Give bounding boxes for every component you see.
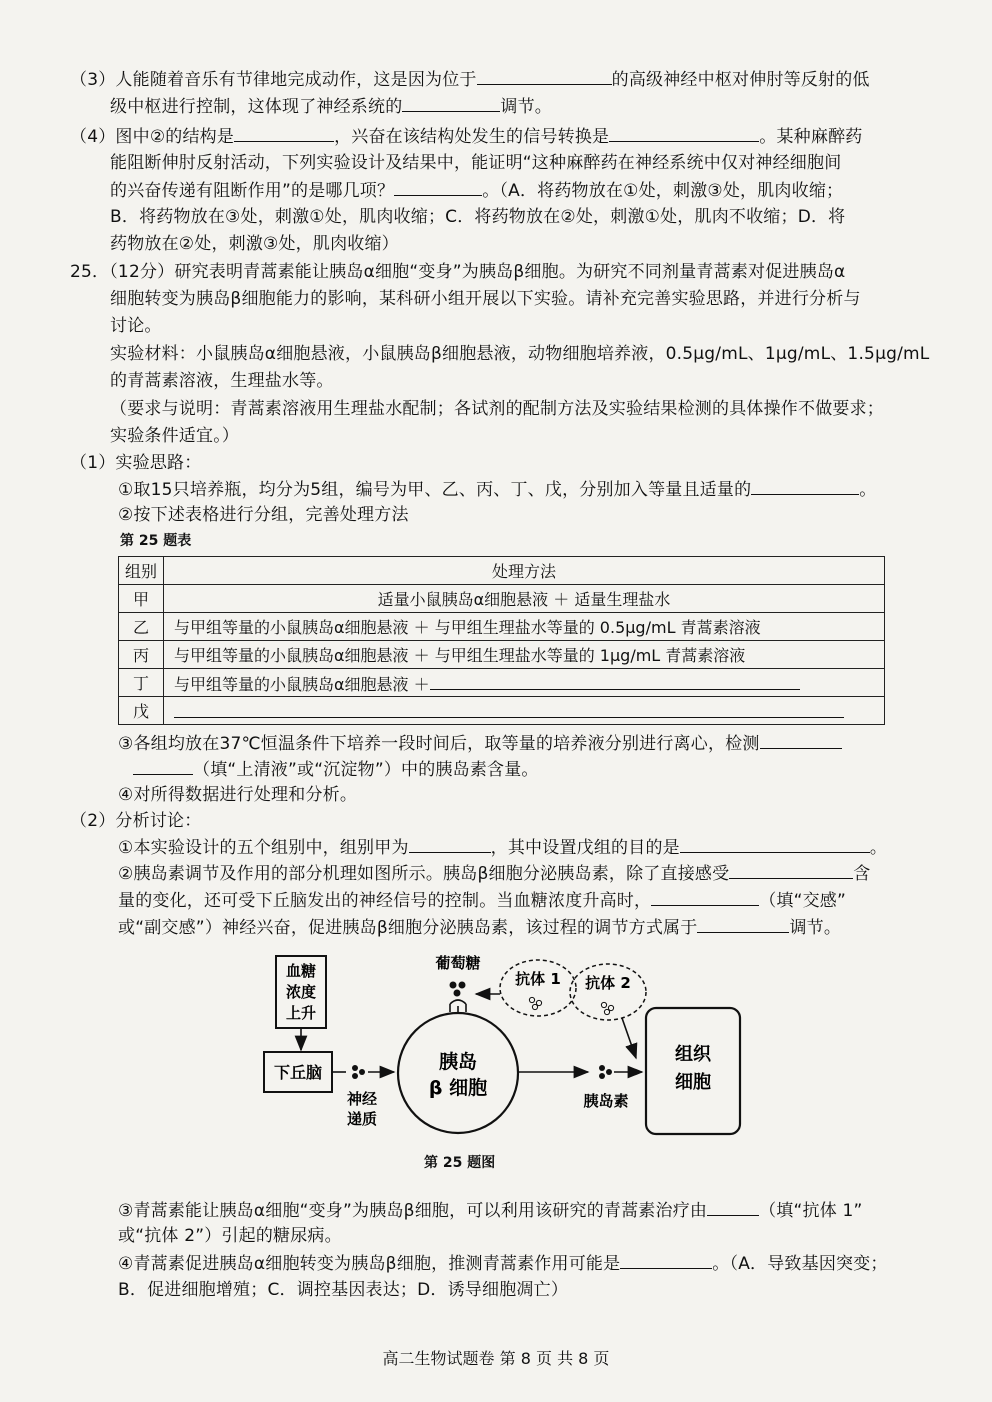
answer-blank xyxy=(409,834,491,853)
answer-blank xyxy=(729,860,853,879)
group-cell: 丙 xyxy=(119,641,164,669)
answer-blank xyxy=(760,730,842,749)
text: 级中枢进行控制，这体现了神经系统的 xyxy=(110,97,403,117)
q25-2-item2-line3 xyxy=(118,914,841,941)
text: ①取15只培养瓶，均分为5组，编号为甲、乙、丙、丁、戊，分别加入等量且适量的 xyxy=(118,480,752,500)
table-row xyxy=(119,641,885,669)
text: 。 xyxy=(869,838,888,858)
answer-blank xyxy=(620,1250,712,1269)
blood-glucose-label-2: 浓度 xyxy=(285,983,317,1001)
blood-glucose-label-3: 上升 xyxy=(285,1004,317,1022)
method-text: 与甲组等量的小鼠胰岛α细胞悬液 ＋ xyxy=(174,674,430,694)
text: （3）人能随着音乐有节律地完成动作，这是因为位于 xyxy=(70,70,477,90)
q25-2-title xyxy=(70,808,201,834)
table-title: 第 25 题表 xyxy=(120,533,192,549)
answer-blank xyxy=(609,123,759,142)
method-cell xyxy=(164,669,885,697)
text: 。 xyxy=(859,480,877,500)
text: 细胞转变为胰岛β细胞能力的影响，某科研小组开展以下实验。请补充完善实验思路，并进行分析与 xyxy=(110,289,861,309)
text: 调节。 xyxy=(789,918,842,938)
tissue-cell-box xyxy=(646,1008,740,1134)
group-cell: 丁 xyxy=(119,669,164,697)
text: 调节。 xyxy=(500,97,553,117)
method-cell: 适量小鼠胰岛α细胞悬液 ＋ 适量生理盐水 xyxy=(164,585,885,613)
answer-blank xyxy=(394,177,482,196)
answer-blank xyxy=(751,476,859,495)
q24-4-line1 xyxy=(70,123,862,150)
q25-1-title xyxy=(70,450,201,476)
text: B．促进细胞增殖；C．调控基因表达；D．诱导细胞凋亡） xyxy=(118,1280,569,1300)
treatment-table xyxy=(118,556,885,725)
antibody-2-bubble xyxy=(570,964,646,1020)
text: 的兴奋传递有阻断作用”的是哪几项？ xyxy=(110,181,395,201)
q24-4-line5 xyxy=(110,231,399,257)
group-cell: 乙 xyxy=(119,613,164,641)
group-cell: 戊 xyxy=(119,697,164,725)
text: （2）分析讨论： xyxy=(70,811,202,831)
q25-notes-line1 xyxy=(110,396,884,422)
blood-glucose-label-1: 血糖 xyxy=(285,962,317,980)
q25-1-step3-line1 xyxy=(118,730,842,757)
text: 实验条件适宜。） xyxy=(110,426,240,446)
q25-intro-line1 xyxy=(70,259,845,285)
answer-blank xyxy=(651,887,759,906)
neurotransmitter-label-1: 神经 xyxy=(346,1090,378,1108)
answer-blank xyxy=(707,1197,759,1216)
glucose-label: 葡萄糖 xyxy=(435,954,481,972)
method-cell: 与甲组等量的小鼠胰岛α细胞悬液 ＋ 与甲组生理盐水等量的 0.5μg/mL 青蒿素溶液 xyxy=(164,613,885,641)
q25-1-step3-line2 xyxy=(133,756,539,783)
text: （1）实验思路： xyxy=(70,453,202,473)
group-cell: 甲 xyxy=(119,585,164,613)
text: 实验材料：小鼠胰岛α细胞悬液，小鼠胰岛β细胞悬液，动物细胞培养液，0.5μg/mL、1μg/mL、1.5μg/mL xyxy=(110,344,930,364)
table-header-method: 处理方法 xyxy=(164,557,885,585)
q24-4-line4 xyxy=(110,204,845,230)
answer-blank xyxy=(430,671,800,690)
text: ③青蒿素能让胰岛α细胞“变身”为胰岛β细胞，可以利用该研究的青蒿素治疗由 xyxy=(118,1201,708,1221)
q25-2-item3-line2 xyxy=(118,1223,342,1249)
q24-4-line2 xyxy=(110,150,841,176)
text: ，兴奋在该结构处发生的信号转换是 xyxy=(334,127,610,147)
text: 含 xyxy=(853,864,871,884)
text: ④对所得数据进行处理和分析。 xyxy=(118,785,358,805)
beta-cell-label-2: β 细胞 xyxy=(428,1077,488,1099)
text: 25．（12分）研究表明青蒿素能让胰岛α细胞“变身”为胰岛β细胞。为研究不同剂量青蒿素对促进胰岛α xyxy=(70,262,846,282)
text: （要求与说明：青蒿素溶液用生理盐水配制；各试剂的配制方法及实验结果检测的具体操作不做要求； xyxy=(110,399,884,419)
text: （填“抗体 1” xyxy=(759,1201,863,1221)
q24-3-line2 xyxy=(110,93,552,120)
text: ③各组均放在37℃恒温条件下培养一段时间后，取等量的培养液分别进行离心，检测 xyxy=(118,734,760,754)
answer-blank xyxy=(174,699,844,718)
text: 能阻断伸肘反射活动，下列实验设计及结果中，能证明“这种麻醉药在神经系统中仅对神经细胞间 xyxy=(110,153,842,173)
tissue-cell-label-1: 组织 xyxy=(675,1044,711,1065)
figure-caption: 第 25 题图 xyxy=(424,1155,496,1171)
text: 。（A．导致基因突变； xyxy=(712,1254,888,1274)
q25-intro-line3 xyxy=(110,313,162,339)
table-header-row xyxy=(119,557,885,585)
text: 或“副交感”）神经兴奋，促进胰岛β细胞分泌胰岛素，该过程的调节方式属于 xyxy=(118,918,698,938)
antibody-2-label: 抗体 2 xyxy=(585,974,631,992)
table-header-group: 组别 xyxy=(119,557,164,585)
answer-blank xyxy=(680,834,870,853)
text: 的高级神经中枢对伸肘等反射的低 xyxy=(611,70,870,90)
insulin-label: 胰岛素 xyxy=(583,1092,629,1110)
text: B．将药物放在③处，刺激①处，肌肉收缩；C．将药物放在②处，刺激①处，肌肉不收缩；D．将 xyxy=(110,207,846,227)
answer-blank xyxy=(234,123,334,142)
beta-cell-circle xyxy=(398,1013,518,1133)
text: （4）图中②的结构是 xyxy=(70,127,235,147)
q25-1-step1 xyxy=(118,476,877,503)
insulin-regulation-diagram xyxy=(258,948,758,1148)
text: 药物放在②处，刺激③处，肌肉收缩） xyxy=(110,234,399,254)
answer-blank xyxy=(477,66,612,85)
method-cell: 与甲组等量的小鼠胰岛α细胞悬液 ＋ 与甲组生理盐水等量的 1μg/mL 青蒿素溶液 xyxy=(164,641,885,669)
q25-intro-line2 xyxy=(110,286,861,312)
q25-2-item1 xyxy=(118,834,887,861)
method-cell xyxy=(164,697,885,725)
answer-blank xyxy=(697,914,789,933)
table-row xyxy=(119,613,885,641)
hypothalamus-label: 下丘脑 xyxy=(273,1063,323,1082)
text: 或“抗体 2”）引起的糖尿病。 xyxy=(118,1226,342,1246)
q25-2-item4-line1 xyxy=(118,1250,888,1277)
q25-materials-line2 xyxy=(110,368,334,394)
answer-blank xyxy=(133,756,193,775)
q25-2-item2-line1 xyxy=(118,860,871,887)
table-row xyxy=(119,697,885,725)
q25-notes-line2 xyxy=(110,423,239,449)
q25-2-item3-line1 xyxy=(118,1197,863,1224)
text: 。（A．将药物放在①处，刺激③处，肌肉收缩； xyxy=(482,181,844,201)
q25-materials-line1 xyxy=(110,341,929,367)
text: （填“交感” xyxy=(759,891,847,911)
q25-2-item4-line2 xyxy=(118,1277,568,1303)
tissue-cell-label-2: 细胞 xyxy=(675,1072,711,1093)
text: ①本实验设计的五个组别中，组别甲为 xyxy=(118,838,409,858)
text: ④青蒿素促进胰岛α细胞转变为胰岛β细胞，推测青蒿素作用可能是 xyxy=(118,1254,621,1274)
beta-cell-label-1: 胰岛 xyxy=(438,1051,478,1073)
answer-blank xyxy=(402,93,500,112)
q24-3-line1 xyxy=(70,66,870,93)
text: 的青蒿素溶液，生理盐水等。 xyxy=(110,371,334,391)
page-footer: 高二生物试题卷 第 8 页 共 8 页 xyxy=(382,1349,610,1368)
neurotransmitter-label-2: 递质 xyxy=(346,1110,378,1128)
text: 讨论。 xyxy=(110,316,162,336)
text: ②按下述表格进行分组，完善处理方法 xyxy=(118,505,409,525)
q25-1-step2 xyxy=(118,502,409,528)
q24-4-line3 xyxy=(110,177,843,204)
table-row xyxy=(119,585,885,613)
text: 。某种麻醉药 xyxy=(759,127,863,147)
text: ②胰岛素调节及作用的部分机理如图所示。胰岛β细胞分泌胰岛素，除了直接感受 xyxy=(118,864,730,884)
q25-1-step4 xyxy=(118,782,357,808)
antibody-1-label: 抗体 1 xyxy=(515,970,561,988)
table-row xyxy=(119,669,885,697)
text: （填“上清液”或“沉淀物”）中的胰岛素含量。 xyxy=(193,760,539,780)
q25-2-item2-line2 xyxy=(118,887,846,914)
text: 量的变化，还可受下丘脑发出的神经信号的控制。当血糖浓度升高时， xyxy=(118,891,652,911)
text: ，其中设置戊组的目的是 xyxy=(490,838,680,858)
